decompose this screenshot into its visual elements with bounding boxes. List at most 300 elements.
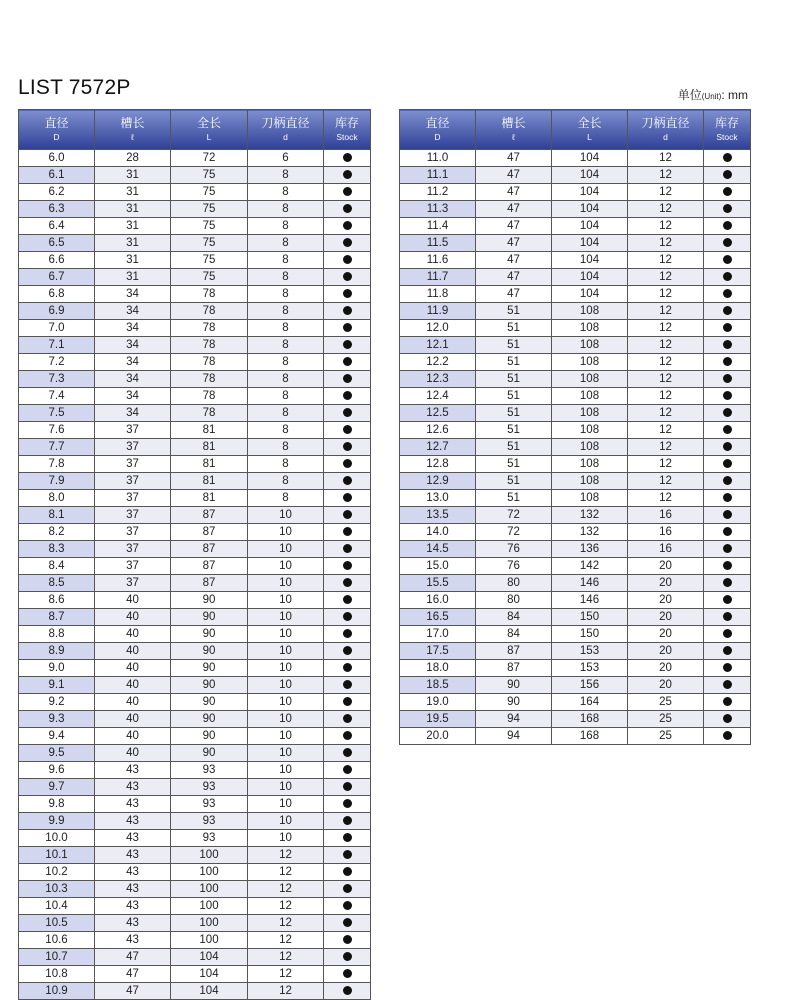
cell-overall-length: 104 <box>552 167 628 184</box>
cell-overall-length: 93 <box>171 830 248 847</box>
table-row <box>19 983 371 1000</box>
cell-flute-length: 31 <box>95 235 171 252</box>
cell-flute-length: 31 <box>95 218 171 235</box>
cell-stock <box>704 643 751 660</box>
header-row <box>400 110 751 150</box>
cell-flute-length: 47 <box>476 269 552 286</box>
cell-overall-length: 108 <box>552 456 628 473</box>
cell-stock <box>704 371 751 388</box>
cell-overall-length: 81 <box>171 439 248 456</box>
cell-flute-length: 84 <box>476 626 552 643</box>
cell-diameter: 9.5 <box>19 745 95 762</box>
table-row <box>19 592 371 609</box>
stock-dot-icon <box>723 578 732 587</box>
stock-dot-icon <box>343 476 352 485</box>
cell-overall-length: 81 <box>171 490 248 507</box>
cell-flute-length: 47 <box>476 201 552 218</box>
cell-stock <box>324 932 371 949</box>
table-row <box>400 643 751 660</box>
col-header-sub: D <box>53 132 60 142</box>
table-row <box>400 337 751 354</box>
cell-flute-length: 43 <box>95 762 171 779</box>
cell-overall-length: 78 <box>171 371 248 388</box>
stock-dot-icon <box>723 391 732 400</box>
cell-overall-length: 75 <box>171 235 248 252</box>
col-header-main: 直径 <box>425 116 450 130</box>
table-row <box>19 898 371 915</box>
cell-flute-length: 94 <box>476 711 552 728</box>
cell-diameter: 10.0 <box>19 830 95 847</box>
cell-diameter: 9.4 <box>19 728 95 745</box>
cell-overall-length: 90 <box>171 677 248 694</box>
cell-diameter: 17.5 <box>400 643 476 660</box>
table-row <box>19 626 371 643</box>
stock-dot-icon <box>343 680 352 689</box>
col-header-sub: ℓ <box>512 132 515 142</box>
cell-stock <box>324 286 371 303</box>
table-row <box>19 405 371 422</box>
table-row <box>400 541 751 558</box>
cell-stock <box>324 694 371 711</box>
cell-shank-diameter: 10 <box>248 541 324 558</box>
cell-overall-length: 93 <box>171 762 248 779</box>
cell-diameter: 6.4 <box>19 218 95 235</box>
cell-stock <box>704 609 751 626</box>
table-body-left <box>19 150 371 1000</box>
page-title: LIST 7572P <box>18 76 131 99</box>
cell-diameter: 20.0 <box>400 728 476 745</box>
cell-stock <box>704 235 751 252</box>
cell-overall-length: 104 <box>552 201 628 218</box>
table-row <box>19 422 371 439</box>
cell-overall-length: 78 <box>171 337 248 354</box>
cell-shank-diameter: 16 <box>628 524 704 541</box>
table-row <box>19 371 371 388</box>
col-header-overall-length <box>171 110 248 150</box>
stock-dot-icon <box>343 493 352 502</box>
cell-shank-diameter: 10 <box>248 694 324 711</box>
header-row <box>19 110 371 150</box>
stock-dot-icon <box>723 170 732 179</box>
col-header-sub: ℓ <box>131 132 134 142</box>
table-row <box>400 286 751 303</box>
cell-diameter: 15.0 <box>400 558 476 575</box>
col-header-diameter <box>400 110 476 150</box>
table-row <box>19 235 371 252</box>
cell-flute-length: 47 <box>476 150 552 167</box>
cell-shank-diameter: 12 <box>248 898 324 915</box>
table-row <box>19 507 371 524</box>
cell-overall-length: 104 <box>552 269 628 286</box>
cell-diameter: 6.9 <box>19 303 95 320</box>
cell-diameter: 11.3 <box>400 201 476 218</box>
cell-shank-diameter: 20 <box>628 626 704 643</box>
cell-diameter: 6.6 <box>19 252 95 269</box>
cell-stock <box>324 201 371 218</box>
cell-diameter: 6.2 <box>19 184 95 201</box>
cell-flute-length: 40 <box>95 592 171 609</box>
col-header-flute-length <box>476 110 552 150</box>
cell-shank-diameter: 12 <box>248 949 324 966</box>
cell-stock <box>324 167 371 184</box>
cell-shank-diameter: 12 <box>628 286 704 303</box>
cell-stock <box>324 983 371 1000</box>
cell-overall-length: 108 <box>552 371 628 388</box>
unit-label-cn: 单位 <box>677 88 702 102</box>
cell-shank-diameter: 10 <box>248 728 324 745</box>
cell-flute-length: 40 <box>95 745 171 762</box>
table-row <box>19 932 371 949</box>
stock-dot-icon <box>723 221 732 230</box>
table-row <box>400 269 751 286</box>
cell-overall-length: 100 <box>171 881 248 898</box>
cell-overall-length: 78 <box>171 405 248 422</box>
cell-diameter: 16.0 <box>400 592 476 609</box>
spec-table-left <box>18 109 371 1000</box>
stock-dot-icon <box>723 527 732 536</box>
cell-diameter: 8.3 <box>19 541 95 558</box>
table-row <box>400 575 751 592</box>
stock-dot-icon <box>723 493 732 502</box>
stock-dot-icon <box>723 323 732 332</box>
cell-stock <box>704 167 751 184</box>
cell-diameter: 10.8 <box>19 966 95 983</box>
cell-overall-length: 75 <box>171 167 248 184</box>
stock-dot-icon <box>723 680 732 689</box>
stock-dot-icon <box>343 272 352 281</box>
table-row <box>19 303 371 320</box>
cell-diameter: 11.0 <box>400 150 476 167</box>
cell-flute-length: 80 <box>476 575 552 592</box>
cell-flute-length: 40 <box>95 728 171 745</box>
cell-diameter: 11.8 <box>400 286 476 303</box>
cell-overall-length: 78 <box>171 388 248 405</box>
cell-stock <box>704 473 751 490</box>
cell-shank-diameter: 10 <box>248 660 324 677</box>
cell-overall-length: 108 <box>552 422 628 439</box>
cell-shank-diameter: 8 <box>248 184 324 201</box>
cell-diameter: 6.1 <box>19 167 95 184</box>
table-row <box>400 184 751 201</box>
cell-diameter: 19.0 <box>400 694 476 711</box>
stock-dot-icon <box>343 374 352 383</box>
cell-overall-length: 75 <box>171 218 248 235</box>
cell-stock <box>704 558 751 575</box>
table-row <box>19 762 371 779</box>
cell-diameter: 9.7 <box>19 779 95 796</box>
table-row <box>400 218 751 235</box>
table-row <box>19 864 371 881</box>
table-row <box>400 728 751 745</box>
cell-diameter: 9.2 <box>19 694 95 711</box>
cell-shank-diameter: 8 <box>248 235 324 252</box>
col-header-main: 全长 <box>196 116 221 130</box>
stock-dot-icon <box>343 901 352 910</box>
cell-stock <box>704 320 751 337</box>
stock-dot-icon <box>343 833 352 842</box>
stock-dot-icon <box>343 748 352 757</box>
cell-flute-length: 80 <box>476 592 552 609</box>
cell-flute-length: 37 <box>95 473 171 490</box>
cell-shank-diameter: 12 <box>628 337 704 354</box>
cell-stock <box>324 813 371 830</box>
table-row <box>400 660 751 677</box>
cell-overall-length: 90 <box>171 745 248 762</box>
cell-diameter: 7.9 <box>19 473 95 490</box>
cell-shank-diameter: 12 <box>628 388 704 405</box>
table-row <box>400 490 751 507</box>
cell-stock <box>704 201 751 218</box>
cell-shank-diameter: 8 <box>248 167 324 184</box>
cell-flute-length: 72 <box>476 507 552 524</box>
stock-dot-icon <box>343 697 352 706</box>
cell-diameter: 18.0 <box>400 660 476 677</box>
cell-shank-diameter: 8 <box>248 252 324 269</box>
cell-stock <box>704 422 751 439</box>
cell-stock <box>324 626 371 643</box>
cell-shank-diameter: 12 <box>628 303 704 320</box>
stock-dot-icon <box>343 306 352 315</box>
cell-flute-length: 31 <box>95 269 171 286</box>
cell-diameter: 7.3 <box>19 371 95 388</box>
cell-diameter: 10.3 <box>19 881 95 898</box>
stock-dot-icon <box>343 408 352 417</box>
cell-stock <box>324 303 371 320</box>
cell-shank-diameter: 10 <box>248 677 324 694</box>
cell-stock <box>324 711 371 728</box>
cell-overall-length: 87 <box>171 507 248 524</box>
stock-dot-icon <box>343 510 352 519</box>
cell-flute-length: 87 <box>476 660 552 677</box>
cell-diameter: 8.5 <box>19 575 95 592</box>
cell-shank-diameter: 10 <box>248 507 324 524</box>
cell-flute-length: 76 <box>476 558 552 575</box>
table-row <box>400 524 751 541</box>
stock-dot-icon <box>723 731 732 740</box>
cell-overall-length: 72 <box>171 150 248 167</box>
cell-shank-diameter: 8 <box>248 371 324 388</box>
cell-flute-length: 47 <box>95 949 171 966</box>
cell-overall-length: 81 <box>171 456 248 473</box>
table-row <box>19 575 371 592</box>
cell-flute-length: 51 <box>476 354 552 371</box>
cell-overall-length: 132 <box>552 524 628 541</box>
stock-dot-icon <box>723 272 732 281</box>
cell-shank-diameter: 10 <box>248 796 324 813</box>
cell-stock <box>324 660 371 677</box>
cell-stock <box>324 728 371 745</box>
cell-stock <box>704 150 751 167</box>
cell-diameter: 8.7 <box>19 609 95 626</box>
table-row <box>19 524 371 541</box>
cell-overall-length: 108 <box>552 320 628 337</box>
stock-dot-icon <box>343 459 352 468</box>
stock-dot-icon <box>723 340 732 349</box>
cell-overall-length: 93 <box>171 813 248 830</box>
cell-stock <box>324 354 371 371</box>
cell-overall-length: 75 <box>171 252 248 269</box>
cell-stock <box>324 490 371 507</box>
cell-stock <box>324 830 371 847</box>
table-row <box>400 473 751 490</box>
table-row <box>19 541 371 558</box>
cell-flute-length: 90 <box>476 694 552 711</box>
unit-label <box>678 86 748 103</box>
table-row <box>19 218 371 235</box>
stock-dot-icon <box>723 612 732 621</box>
cell-stock <box>704 439 751 456</box>
cell-shank-diameter: 16 <box>628 507 704 524</box>
cell-overall-length: 78 <box>171 320 248 337</box>
cell-flute-length: 47 <box>476 286 552 303</box>
cell-flute-length: 43 <box>95 915 171 932</box>
spec-table-right <box>399 109 751 745</box>
stock-dot-icon <box>723 442 732 451</box>
cell-diameter: 9.8 <box>19 796 95 813</box>
stock-dot-icon <box>723 187 732 196</box>
table-row <box>400 252 751 269</box>
cell-overall-length: 78 <box>171 354 248 371</box>
cell-overall-length: 146 <box>552 575 628 592</box>
stock-dot-icon <box>723 289 732 298</box>
cell-stock <box>324 575 371 592</box>
cell-stock <box>324 677 371 694</box>
cell-shank-diameter: 8 <box>248 286 324 303</box>
stock-dot-icon <box>723 714 732 723</box>
table-row <box>19 847 371 864</box>
cell-shank-diameter: 10 <box>248 626 324 643</box>
cell-shank-diameter: 12 <box>628 422 704 439</box>
cell-overall-length: 108 <box>552 303 628 320</box>
cell-flute-length: 51 <box>476 303 552 320</box>
cell-shank-diameter: 20 <box>628 592 704 609</box>
cell-flute-length: 28 <box>95 150 171 167</box>
cell-shank-diameter: 12 <box>628 201 704 218</box>
unit-value: mm <box>728 88 748 102</box>
cell-shank-diameter: 20 <box>628 677 704 694</box>
stock-dot-icon <box>343 850 352 859</box>
cell-overall-length: 90 <box>171 728 248 745</box>
cell-shank-diameter: 12 <box>628 490 704 507</box>
cell-shank-diameter: 8 <box>248 337 324 354</box>
stock-dot-icon <box>343 391 352 400</box>
cell-overall-length: 153 <box>552 660 628 677</box>
table-row <box>19 915 371 932</box>
stock-dot-icon <box>343 255 352 264</box>
cell-shank-diameter: 25 <box>628 711 704 728</box>
col-header-main: 直径 <box>44 116 69 130</box>
stock-dot-icon <box>723 425 732 434</box>
stock-dot-icon <box>723 663 732 672</box>
cell-diameter: 12.3 <box>400 371 476 388</box>
stock-dot-icon <box>343 527 352 536</box>
cell-shank-diameter: 25 <box>628 728 704 745</box>
cell-stock <box>324 915 371 932</box>
stock-dot-icon <box>343 544 352 553</box>
cell-stock <box>704 660 751 677</box>
cell-shank-diameter: 8 <box>248 490 324 507</box>
cell-stock <box>324 422 371 439</box>
col-header-sub: Stock <box>336 132 358 142</box>
stock-dot-icon <box>343 731 352 740</box>
table-row <box>19 473 371 490</box>
table-row <box>19 966 371 983</box>
cell-diameter: 10.1 <box>19 847 95 864</box>
cell-flute-length: 47 <box>95 983 171 1000</box>
cell-diameter: 12.0 <box>400 320 476 337</box>
cell-diameter: 19.5 <box>400 711 476 728</box>
cell-shank-diameter: 10 <box>248 779 324 796</box>
cell-stock <box>324 337 371 354</box>
cell-diameter: 8.2 <box>19 524 95 541</box>
stock-dot-icon <box>343 425 352 434</box>
table-row <box>400 201 751 218</box>
col-header-sub: L <box>206 132 212 142</box>
cell-flute-length: 76 <box>476 541 552 558</box>
table-row <box>19 167 371 184</box>
cell-overall-length: 104 <box>552 252 628 269</box>
cell-diameter: 8.4 <box>19 558 95 575</box>
table-row <box>400 303 751 320</box>
stock-dot-icon <box>343 935 352 944</box>
cell-diameter: 11.7 <box>400 269 476 286</box>
cell-overall-length: 108 <box>552 388 628 405</box>
cell-flute-length: 34 <box>95 405 171 422</box>
table-row <box>19 796 371 813</box>
cell-diameter: 9.1 <box>19 677 95 694</box>
cell-overall-length: 81 <box>171 473 248 490</box>
stock-dot-icon <box>343 204 352 213</box>
cell-stock <box>704 456 751 473</box>
table-row <box>19 286 371 303</box>
cell-stock <box>324 524 371 541</box>
stock-dot-icon <box>343 357 352 366</box>
cell-stock <box>324 507 371 524</box>
cell-flute-length: 43 <box>95 881 171 898</box>
stock-dot-icon <box>723 357 732 366</box>
cell-shank-diameter: 8 <box>248 354 324 371</box>
stock-dot-icon <box>723 561 732 570</box>
cell-overall-length: 100 <box>171 864 248 881</box>
cell-diameter: 12.1 <box>400 337 476 354</box>
col-header-main: 库存 <box>334 116 359 130</box>
cell-stock <box>324 320 371 337</box>
stock-dot-icon <box>343 595 352 604</box>
cell-flute-length: 43 <box>95 932 171 949</box>
cell-flute-length: 51 <box>476 320 552 337</box>
stock-dot-icon <box>343 442 352 451</box>
cell-flute-length: 47 <box>476 167 552 184</box>
stock-dot-icon <box>723 255 732 264</box>
cell-flute-length: 31 <box>95 252 171 269</box>
cell-stock <box>324 150 371 167</box>
cell-flute-length: 37 <box>95 524 171 541</box>
stock-dot-icon <box>343 765 352 774</box>
cell-flute-length: 34 <box>95 286 171 303</box>
cell-stock <box>704 218 751 235</box>
cell-stock <box>704 388 751 405</box>
cell-stock <box>704 541 751 558</box>
cell-diameter: 6.7 <box>19 269 95 286</box>
table-row <box>400 320 751 337</box>
cell-shank-diameter: 10 <box>248 558 324 575</box>
cell-stock <box>324 592 371 609</box>
table-row <box>400 456 751 473</box>
cell-diameter: 12.6 <box>400 422 476 439</box>
cell-diameter: 10.5 <box>19 915 95 932</box>
cell-shank-diameter: 8 <box>248 388 324 405</box>
col-header-flute-length <box>95 110 171 150</box>
